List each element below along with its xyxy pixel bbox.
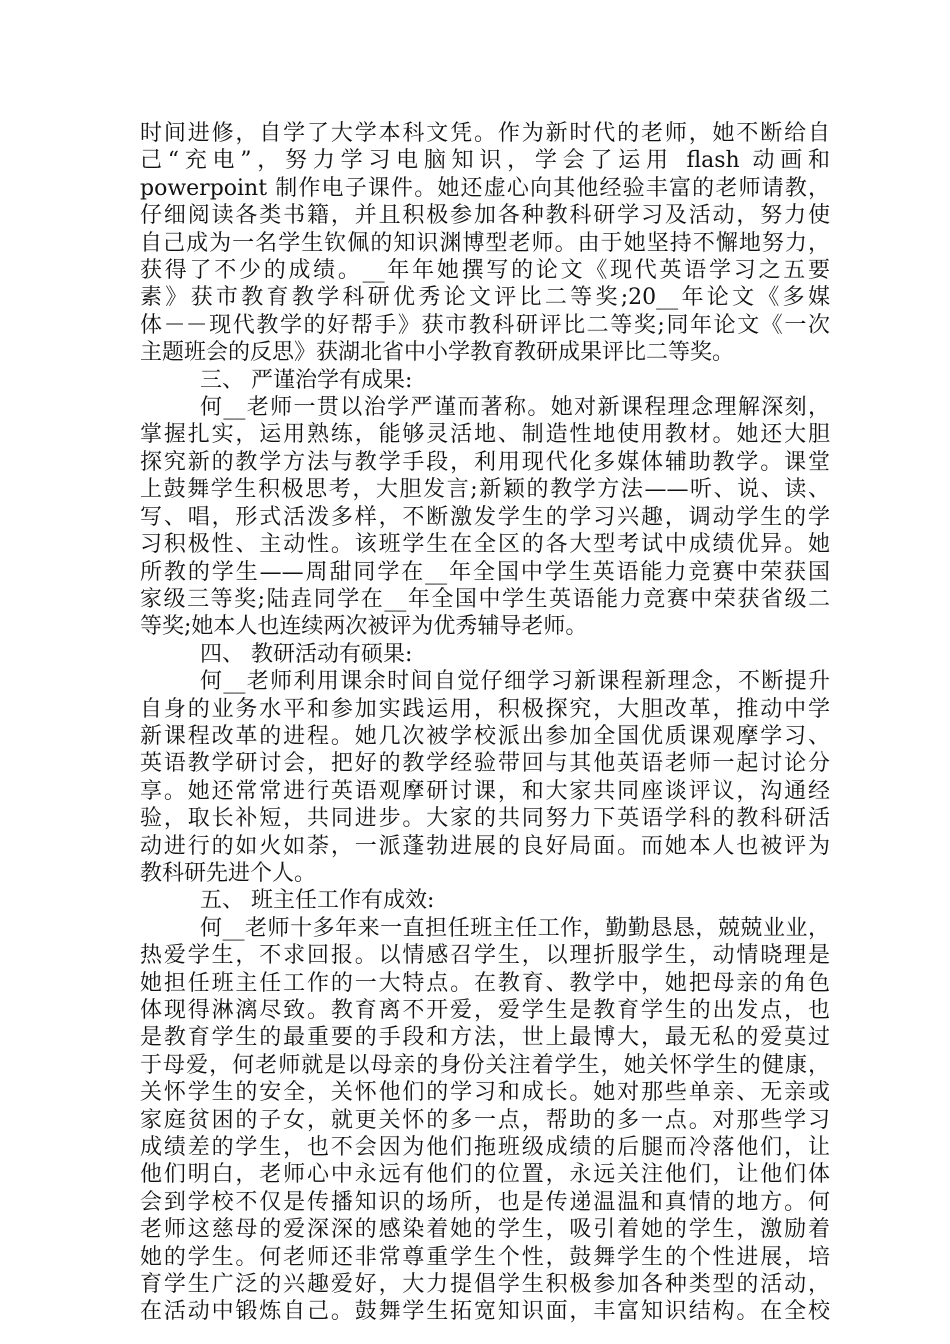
section-heading: 三、 严谨治学有成果: <box>200 367 413 393</box>
text-line: 获得了不少的成绩。__年年她撰写的论文《现代英语学习之五要 <box>140 258 830 284</box>
text-line: 动进行的如火如荼，一派蓬勃进展的良好局面。而她本人也被评为 <box>140 833 830 859</box>
text-line: 享。她还常常进行英语观摩研讨课，和大家共同座谈评议，沟通经 <box>140 778 830 804</box>
document-body <box>140 120 830 1326</box>
paragraph-first-line: 何__老师十多年来一直担任班主任工作，勤勤恳恳，兢兢业业， <box>200 915 830 941</box>
text-line: 素》获市教育教学科研优秀论文评比二等奖;20__年论文《多媒 <box>140 285 830 311</box>
text-line: 热爱学生，不求回报。以情感召学生，以理折服学生，动情晓理是 <box>140 943 830 969</box>
text-line: 体现得淋漓尽致。教育离不开爱，爱学生是教育学生的出发点，也 <box>140 998 830 1023</box>
text-line: 于母爱，何老师就是以母亲的身份关注着学生，她关怀学生的健康， <box>140 1052 830 1078</box>
text-line: 是教育学生的最重要的手段和方法，世上最博大，最无私的爱莫过 <box>140 1025 830 1051</box>
paragraph-first-line: 何__老师利用课余时间自觉仔细学习新课程新理念，不断提升 <box>200 669 830 695</box>
section-heading: 四、 教研活动有硕果: <box>200 641 413 667</box>
text-line: 主题班会的反思》获湖北省中小学教育教研成果评比二等奖。 <box>140 340 735 366</box>
text-line: 己“充电”，努力学习电脑知识，学会了运用 flash 动画和 <box>140 148 830 174</box>
text-line: 在活动中锻炼自己。鼓舞学生拓宽知识面，丰富知识结构。在全校 <box>140 1299 830 1325</box>
text-line: 他们明白，老师心中永远有他们的位置，永远关注他们，让他们体 <box>140 1162 830 1188</box>
text-line: 自己成为一名学生钦佩的知识渊博型老师。由于她坚持不懈地努力， <box>140 230 830 256</box>
text-line: 等奖;她本人也连续两次被评为优秀辅导老师。 <box>140 614 588 640</box>
text-line: 英语教学研讨会，把好的教学经验带回与其他英语老师一起讨论分 <box>140 751 830 777</box>
text-line: 家庭贫困的子女，就更关怀的多一点，帮助的多一点。对那些学习 <box>140 1107 830 1133</box>
text-line: 习积极性、主动性。该班学生在全区的各大型考试中成绩优异。她 <box>140 532 830 558</box>
text-line: 新课程改革的进程。她几次被学校派出参加全国优质课观摩学习、 <box>140 723 830 749</box>
text-line: 家级三等奖;陆垚同学在__年全国中学生英语能力竞赛中荣获省级二 <box>140 586 830 612</box>
section-heading: 五、 班主任工作有成效: <box>200 888 435 914</box>
text-line: 探究新的教学方法与教学手段，利用现代化多媒体辅助教学。课堂 <box>140 449 830 475</box>
text-line: 她担任班主任工作的一大特点。在教育、教学中，她把母亲的角色 <box>140 970 830 996</box>
text-line: 教科研先进个人。 <box>140 860 317 886</box>
text-line: 时间进修，自学了大学本科文凭。作为新时代的老师，她不断给自 <box>140 121 830 146</box>
text-line: 老师这慈母的爱深深的感染着她的学生，吸引着她的学生，激励着 <box>140 1217 830 1243</box>
text-line: 仔细阅读各类书籍，并且积极参加各种教科研学习及活动，努力使 <box>140 203 830 229</box>
paragraph-first-line: 何__老师一贯以治学严谨而著称。她对新课程理念理解深刻， <box>200 395 830 421</box>
text-line: 自身的业务水平和参加实践运用，积极探究，大胆改革，推动中学 <box>140 696 830 722</box>
text-line: 上鼓舞学生积极思考，大胆发言;新颖的教学方法——听、说、读、 <box>140 477 830 503</box>
text-line: 关怀学生的安全，关怀他们的学习和成长。她对那些单亲、无亲或 <box>140 1080 830 1106</box>
text-line: 育学生广泛的兴趣爱好，大力提倡学生积极参加各种类型的活动， <box>140 1272 830 1298</box>
text-line: 写、唱，形式活泼多样，不断激发学生的学习兴趣，调动学生的学 <box>140 504 830 530</box>
text-line: powerpoint 制作电子课件。她还虚心向其他经验丰富的老师请教， <box>140 175 830 201</box>
text-line: 所教的学生——周甜同学在__年全国中学生英语能力竞赛中荣获国 <box>140 559 830 585</box>
text-line: 会到学校不仅是传播知识的场所，也是传递温温和真情的地方。何 <box>140 1189 830 1215</box>
text-line: 成绩差的学生，也不会因为他们拖班级成绩的后腿而冷落他们，让 <box>140 1135 830 1161</box>
text-line: 掌握扎实，运用熟练，能够灵活地、制造性地使用教材。她还大胆 <box>140 422 830 448</box>
text-line: 体－－现代教学的好帮手》获市教科研评比二等奖;同年论文《一次 <box>140 312 830 338</box>
text-line: 验，取长补短，共同进步。大家的共同努力下英语学科的教科研活 <box>140 806 830 832</box>
text-line: 她的学生。何老师还非常尊重学生个性，鼓舞学生的个性进展，培 <box>140 1244 830 1270</box>
